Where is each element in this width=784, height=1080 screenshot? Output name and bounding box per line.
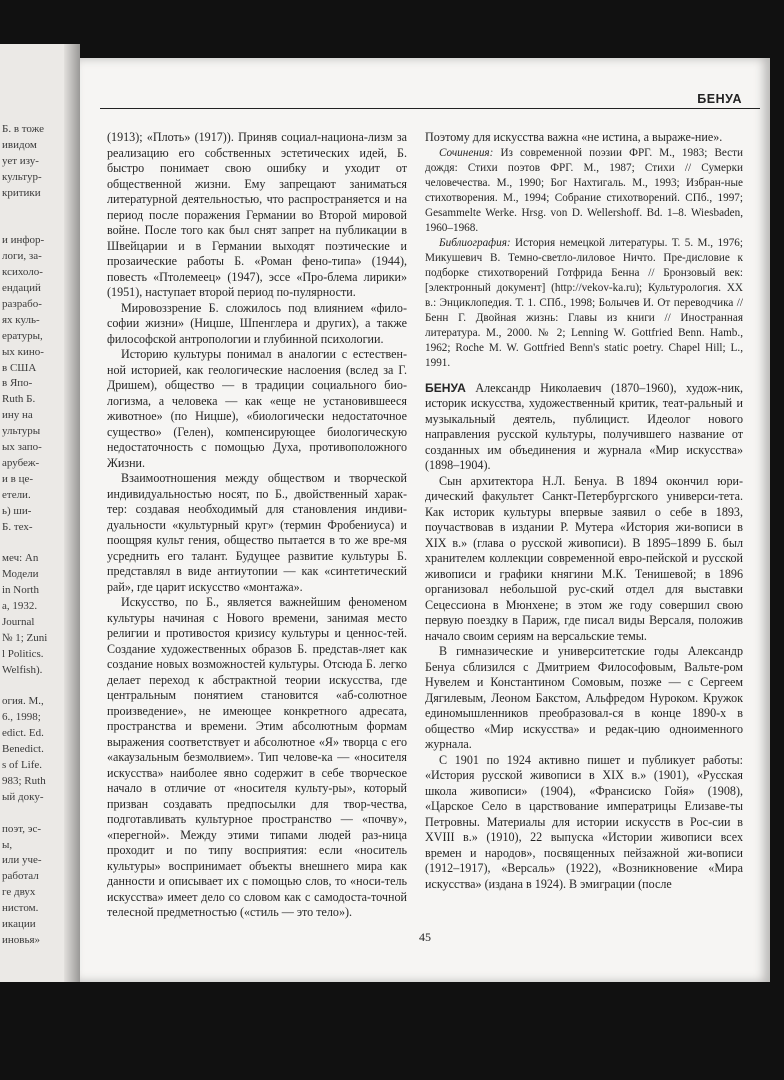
previous-page-line: Ruth Б. [2, 393, 36, 406]
previous-page-line: работал [2, 870, 39, 883]
previous-page-line: s of Life. [2, 759, 43, 771]
previous-page-line: Journal [2, 615, 35, 628]
right-column-paragraph: Библиография: История немецкой литературы. Т. 5. М., 1976; Микушевич В. Темно-светло-лиловое Ничто. Пре-дисловие к подборке стихотворений Готфрида Бенна // Бронзовый век: [электронный документ] (http://vekov-ka.ru); Культурология. XX в.: Энциклопедия. Т. 1. СПб., 1998; Болычев И. От переводчика // Бенн Г. Двойная жизнь: Главы из книги // Иностранная литература. М., 2000. № 2; Lenning W. Gottfried Benn. Hamb., 1962; Roche M. W. Gottfried Benn's static poetry. Chapel Hill; L., 1991. [425, 236, 743, 369]
right-column-paragraph: В гимназические и университетские годы Александр Бенуа сблизился с Дмитрием Философовым, Вальте-ром Нувелем и Константином Сомовым, позже — с Сергеем Дягилевым, Леоном Бакстом, Альфредом Нуроком. Кружок единомышленников преобразовал-ся в конце 1890-х в общество «Мир искусства» и редак-цию одноименного журнала. [425, 644, 743, 751]
previous-page-line: l Politics. [2, 647, 44, 660]
book-spine-shadow [64, 44, 80, 982]
previous-page-line: ивидом [2, 138, 37, 151]
page-number: 45 [419, 930, 431, 944]
previous-page-line: ых кино- [2, 345, 44, 358]
left-column-paragraph: Мировоззрение Б. сложилось под влиянием «фило-софии жизни» (Ницше, Шпенглера и других), а также философской антропологии и глубинной психологии. [107, 300, 407, 346]
previous-page-line: Б. в тоже [2, 123, 44, 135]
previous-page-line: поэт, эс- [2, 822, 41, 835]
previous-page-line: меч: An [2, 552, 39, 565]
previous-page-line: критики [2, 186, 41, 199]
previous-page-line: ультуры [2, 425, 41, 438]
previous-page-line: edict. Ed. [2, 727, 44, 740]
right-column-paragraph: Сочинения: Из современной поэзии ФРГ. М., 1983; Вести дождя: Стихи поэтов ФРГ. М., 1987; Стихи // Сумерки человечества. М., 1990; Бог Нахтигаль. М., 1993; Избран-ные стихотворения. М., 1994; Собрание стихотворений. СПб., 1997; Gesammelte Werke. Hrsg. von D. Wellershoff. Bd. 1–8. Wiesbaden, 1960–1968. [425, 146, 743, 234]
previous-page-line: иновья» [2, 933, 41, 946]
previous-page-line: № 1; Zuni [2, 631, 48, 644]
left-column-paragraph: Искусство, по Б., является важнейшим феноменом культуры начиная с Нового времени, занимая место религии и противостоя кризису культуры и ценнос-тей. Создание художественных образов Б. представ-ляет как создание новых возможностей культуры. Отсюда Б. легко делает переход к абстрактной теории искусства, где центральным понятием становится «аб-солютное произведение», не имеющее конкретного адресата, пространства и времени. Этим абсолютным формам выражения соответствует и абсолютное «Я» творца с его «акаузальным безмолвием». Тип челове-ка — «носителя искусства» наиболее явно содержит в себе творческое начало в отличие от «носителя культу-ры», который призван создавать предпосылки для твор-чества, подготавливать культурное пространство — «почву», «перегной». Между этими типами людей раз-ница проходит и по типу восприятия: если «носитель культуры» воспринимает объекты внешнего мира как данности и описывает их с помощью слов, то «носи-тель искусства» имеет дело со словом как с самодоста-точной телесной предметностью («стиль — это тело»). [107, 595, 407, 919]
left-column-paragraph: (1913); «Плоть» (1917)). Приняв социал-национа-лизм за реализацию его собственных эстетических идей, Б. быстро понимает свою ошибку и уходит от общественной жизни. Ему запрещают заниматься литературной деятельностью, что распространяется и на период после поражения Германии во Второй мировой войне. После того как был снят запрет на публикации в Швейцарии и в Германии выходят поэтические и прозаические работы Б. «Роман фено-типа» (1944), повесть «Птолемеец» (1947), эссе «Про-блема лирики» (1951), наступает второй период по-пулярности. [107, 130, 407, 299]
previous-page-line: ературы, [2, 329, 43, 342]
right-column-paragraph: Сын архитектора Н.Л. Бенуа. В 1894 окончил юри-дический факультет Санкт-Петербургского универси-тета. Как историк культуры впервые заявил о себе в 1893, поучаствовав в издании Р. Мутера «История жи-вописи в XIX в.» (глава о русской живописи). В 1895–1899 Б. был хранителем коллекции современной евро-пейской и русской живописи и графики княгини М.К. Тенишевой; в 1896 организовал небольшой рус-ский отдел для выставки Сецессиона в Мюнхене; в этом же году совершил свою первую поездку в Париж, где писал виды Версаля, положив начало своим сериям на версальские темы. [425, 473, 743, 643]
previous-page-line: и инфор- [2, 234, 45, 247]
running-head: БЕНУА [697, 92, 742, 106]
previous-page-line: нистом. [2, 902, 39, 915]
previous-page-line: ует изу- [2, 154, 39, 167]
left-column-paragraph: Взаимоотношения между обществом и творческой индивидуальностью носят, по Б., двойственный харак-тер: создавая необходимый для становления индиви-дуальности «культурный круг» (термин Фробениуса) и поощряя культ гения, общество пытается в то же вре-мя усреднить его талант. Будущее развитие культуры Б. представлял в виде антиутопии — как «синтетический рай», где царит искусство «монтажа». [107, 471, 407, 594]
previous-page-line: ксихоло- [2, 266, 43, 279]
right-column [425, 130, 743, 892]
previous-page-line: ых запо- [2, 441, 42, 453]
previous-page-line: разрабо- [2, 297, 42, 310]
previous-page-line: икации [2, 918, 36, 930]
previous-page-line: ге двух [2, 886, 36, 899]
previous-page-line: 6., 1998; [2, 711, 41, 724]
previous-page-line: a, 1932. [2, 600, 38, 612]
previous-page-line: ый доку- [2, 790, 44, 803]
previous-page-line: Модели [2, 568, 39, 581]
previous-page-line: в Япо- [2, 377, 33, 390]
previous-page-line: Welfish). [2, 663, 43, 676]
previous-page-line: Б. тех- [2, 520, 33, 533]
previous-page-line: в США [2, 361, 37, 374]
left-column-paragraph: Историю культуры понимал в аналогии с естествен-ной историей, как геологические наслоения (вслед за Г. Дришем), общество — в традиции социального био-логизма, а человека — как «еще не установившееся животное» (по Ницше), «биологически недостаточное существо» (Гелен), компенсирующее биологическую недостаточность с помощью Духа, противоположного Жизни. [107, 347, 407, 470]
previous-page-line: логи, за- [2, 250, 42, 263]
previous-page-line: 983; Ruth [2, 774, 46, 787]
previous-page-line: ях куль- [2, 313, 40, 326]
book-page [80, 58, 770, 982]
previous-page-line: in North [2, 584, 39, 597]
previous-page-line: ь) ши- [2, 504, 32, 517]
left-column [107, 130, 407, 921]
previous-page-line: ендаций [2, 282, 41, 294]
previous-page-line: и в це- [2, 472, 34, 485]
right-column-paragraph: С 1901 по 1924 активно пишет и публикует работы: «История русской живописи в XIX в.» (1901), «Русская школа живописи» (1904), «Франсиско Гойя» (1908), «Царское Село в царствование императрицы Елизаве-ты Петровны. Материалы для истории искусств в Рос-сии в XVIII в.» (1910), 22 выпуска «Истории живописи всех времен и народов», посвященных пейзажной жи-вописи (1912–1917), «Версаль» (1922), «Возникновение «Мира искусства» (издана в 1924). В эмиграции (после [425, 752, 743, 891]
entry-headword: БЕНУА [425, 380, 466, 395]
header-rule [100, 108, 760, 109]
previous-page-line: или уче- [2, 854, 42, 867]
right-column-paragraph: Поэтому для искусства важна «не истина, а выраже-ние». [425, 130, 723, 144]
previous-page-line: арубеж- [2, 456, 40, 469]
previous-page-line: етели. [2, 488, 31, 501]
previous-page-line: Benedict. [2, 743, 44, 756]
previous-page-line: огия. М., [2, 695, 44, 708]
previous-page-line: ину на [2, 409, 33, 422]
previous-page-line: культур- [2, 170, 42, 183]
previous-page-line: ы, [2, 838, 13, 851]
right-column-paragraph: БЕНУА Александр Николаевич (1870–1960), худож-ник, историк искусства, художественный критик, теат-ральный и музыкальный деятель, публицист. Идеолог нового направления русской культуры, получившего название от созданных им объединения и журнала «Мир искусства» (1898–1904). [425, 380, 743, 472]
